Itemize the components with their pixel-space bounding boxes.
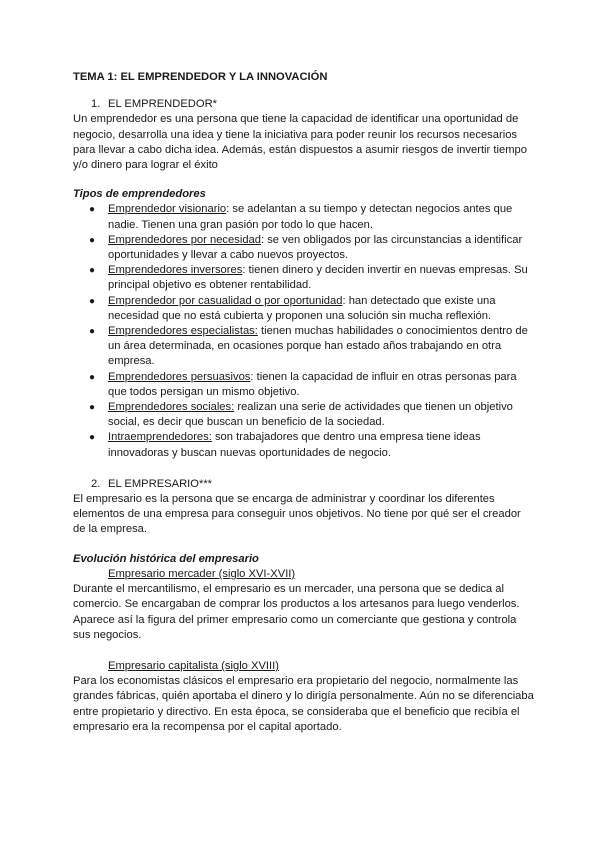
- document-page: [73, 70, 535, 735]
- document-title: TEMA 1: EL EMPRENDEDOR Y LA INNOVACIÓN: [73, 71, 328, 83]
- section1-number: 1.: [91, 98, 101, 111]
- section1-title: EL EMPRENDEDOR*: [108, 98, 217, 111]
- section2-heading: [91, 477, 535, 492]
- era-paragraph: Durante el mercantilismo, el empresario es un mercader, una persona que se dedica al comercio. Se encargaban de comprar los productos a los artesanos para luego venderlos. Aparece así la figura del primer empresario como un comerciante que gestiona y controla sus negocios.: [73, 583, 520, 641]
- type-term: Intraemprendedores:: [108, 431, 212, 444]
- list-item: [89, 400, 535, 430]
- list-item: [89, 263, 535, 293]
- list-item: [89, 370, 535, 400]
- list-item: [89, 294, 535, 324]
- type-term: Emprendedores por necesidad: [108, 233, 261, 246]
- type-desc: realizan una serie de actividades que tienen un objetivo social, es decir que buscan un beneficio de la sociedad.: [108, 401, 513, 429]
- type-desc: : se ven obligados por las circunstancias a identificar oportunidades y llevar a cabo nuevos proyectos.: [108, 233, 523, 262]
- type-term: Emprendedores especialistas:: [108, 325, 258, 338]
- bullet-icon: ●: [89, 295, 96, 307]
- type-desc: son trabajadores que dentro una empresa tiene ideas innovadoras y buscan nuevas oportunidades de negocio.: [108, 431, 481, 459]
- list-item: [89, 233, 535, 263]
- list-item: [89, 202, 535, 232]
- evolution-heading: Evolución histórica del empresario: [73, 552, 259, 565]
- era-title: Empresario capitalista (siglo XVIII): [108, 659, 279, 672]
- list-item: [89, 430, 535, 460]
- section2-title: EL EMPRESARIO***: [108, 477, 213, 490]
- type-desc: : tienen la capacidad de influir en otras personas para que todos persigan un mismo objetivo.: [108, 370, 517, 398]
- bullet-icon: ●: [89, 204, 96, 216]
- bullet-icon: ●: [89, 326, 96, 338]
- type-desc: : han detectado que existe una necesidad que no está cubierta y proponen una solución sin mucha reflexión.: [108, 294, 496, 322]
- bullet-icon: ●: [89, 265, 96, 277]
- type-desc: : tienen dinero y deciden invertir en nuevas empresas. Su principal objetivo es obtener rentabilidad.: [108, 264, 528, 292]
- era-paragraph: Para los economistas clásicos el empresario era propietario del negocio, normalmente las grandes fábricas, quién aportaba el dinero y lo dirigía personalmente. Aún no se diferenciaba entre propietario y directivo. En esta época, se consideraba que el beneficio que recibía el empresario era la recompensa por el capital aportado.: [73, 675, 534, 733]
- types-heading: Tipos de emprendedores: [73, 188, 206, 201]
- type-term: Emprendedor visionario: [108, 203, 227, 216]
- type-term: Emprendedores sociales:: [108, 401, 235, 414]
- bullet-icon: ●: [89, 234, 96, 246]
- section2-paragraph: El empresario es la persona que se encarga de administrar y coordinar los diferentes elementos de una empresa para conseguir unos objetivos. No tiene por qué ser el creador de la empresa.: [73, 493, 521, 536]
- era-title: Empresario mercader (siglo XVI-XVII): [108, 567, 296, 580]
- types-list: [73, 202, 535, 460]
- type-term: Emprendedores persuasivos: [108, 370, 251, 383]
- section1-heading: [91, 97, 535, 112]
- type-term: Emprendedores inversores: [108, 264, 243, 277]
- section2-number: 2.: [91, 477, 101, 490]
- bullet-icon: ●: [89, 371, 96, 383]
- type-desc: : se adelantan a su tiempo y detectan negocios antes que nadie. Tienen una gran pasión por todo lo que hacen.: [108, 203, 513, 231]
- type-term: Emprendedor por casualidad o por oportunidad: [108, 294, 343, 307]
- list-item: [89, 324, 535, 370]
- section1-paragraph: Un emprendedor es una persona que tiene la capacidad de identificar una oportunidad de negocio, desarrolla una idea y tiene la iniciativa para poder reunir los recursos necesarios para llevar a cabo dicha idea. Además, están dispuestos a asumir riesgos de invertir tiempo y/o dinero para lograr el éxito: [73, 113, 527, 172]
- type-desc: tienen muchas habilidades o conocimientos dentro de un área determinada, en ocasiones porque han estado años trabajando en otra empresa.: [108, 325, 528, 368]
- bullet-icon: ●: [89, 432, 96, 444]
- bullet-icon: ●: [89, 402, 96, 414]
